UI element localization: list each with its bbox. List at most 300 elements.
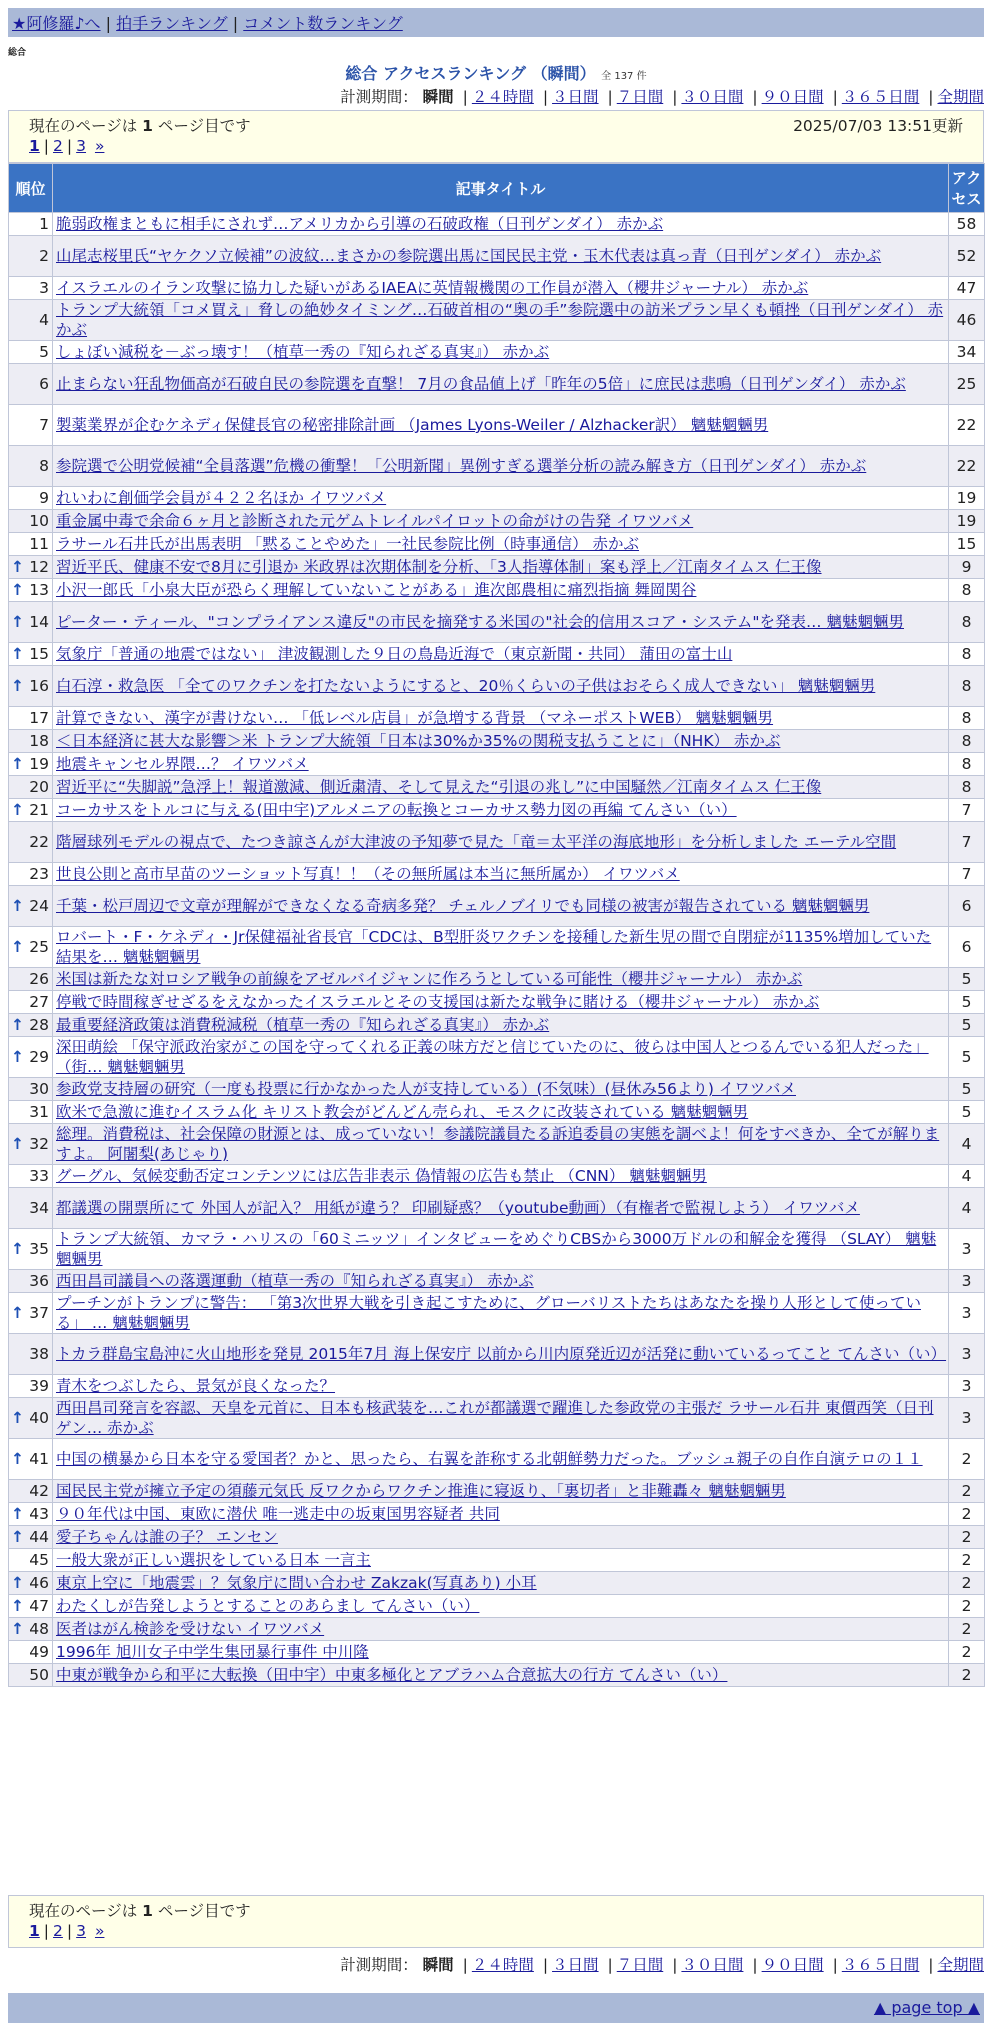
title-cell [53,666,949,707]
page-info-post: ページ目です [157,1902,251,1920]
table-row [9,1101,985,1124]
article-link[interactable]: 1996年 旭川女子中学生集団暴行事件 中川隆 [56,1643,369,1661]
rank-number: 30 [29,1080,49,1098]
table-row [9,1188,985,1229]
page-link-1[interactable]: 1 [29,137,40,155]
page-info-pre: 現在のページは [29,117,138,135]
article-link[interactable]: 中東が戦争から和平に大転換（田中宇）中東多極化とアブラハム合意拡大の行方 てんさい（い） [56,1666,728,1684]
rank-number: 14 [29,613,49,631]
rank-cell [9,405,53,446]
rank-cell [9,1641,53,1664]
article-link[interactable]: 深田萌絵 「保守派政治家がこの国を守ってくれる正義の味方だと信じていたのに、彼らは中国人とつるんでいる犯人だった」（街… 魑魅魍魎男 [56,1038,929,1076]
next-page-link[interactable]: » [94,137,105,155]
table-row [9,886,985,927]
page-info-number: 1 [142,1902,153,1920]
rank-cell [9,968,53,991]
title-cell [53,277,949,300]
rank-number: 24 [29,897,49,915]
article-link[interactable]: トカラ群島宝島沖に火山地形を発見 2015年7月 海上保安庁 以前から川内原発近辺が活発に動いているってこと てんさい（い） [56,1345,947,1363]
article-link[interactable]: しょぼい減税を－ぶっ壊す！（植草一秀の『知られざる真実』） 赤かぶ [56,343,550,361]
title-cell [53,886,949,927]
article-link[interactable]: 白石淳・救急医 「全てのワクチンを打たないようにすると、20％くらいの子供はおそらく成人できない」 魑魅魍魎男 [56,677,876,695]
period-link-365d[interactable]: ３６５日間 [841,1956,920,1974]
arrow-up-icon: ↑ [11,1135,24,1153]
article-link[interactable]: れいわに創価学会員が４２２名ほか イワツバメ [56,489,387,507]
article-link[interactable]: 停戦で時間稼ぎせざるをえなかったイスラエルとその支援国は新たな戦争に賭ける（櫻井ジャーナル） 赤かぶ [56,993,820,1011]
title-cell [53,1014,949,1037]
pagination-bottom: 現在のページは 1 ページ目です 1 | 2 | 3 » [8,1895,984,1948]
article-link[interactable]: わたくしが告発しようとすることのあらまし てんさい（い） [56,1597,480,1615]
table-row [9,1526,985,1549]
article-link[interactable]: グーグル、気候変動否定コンテンツには広告非表示 偽情報の広告も禁止 （CNN） 魑魅魍魎男 [56,1167,707,1185]
article-link[interactable]: ９０年代は中国、東欧に潜伏 唯一逃走中の坂東国男容疑者 共同 [56,1505,500,1523]
access-count: 2 [949,1549,985,1572]
page-info-number: 1 [142,117,153,135]
rank-number: 46 [29,1574,49,1592]
rank-number: 41 [29,1450,49,1468]
article-link[interactable]: 一般大衆が正しい選択をしている日本 一言主 [56,1551,371,1569]
access-count: 7 [949,799,985,822]
access-count: 6 [949,886,985,927]
table-row [9,1549,985,1572]
rank-number: 13 [29,581,49,599]
title-cell [53,533,949,556]
table-row [9,1439,985,1480]
table-row [9,991,985,1014]
title-cell [53,341,949,364]
top-nav-bar [8,8,984,37]
title-cell [53,364,949,405]
table-row [9,405,985,446]
rank-cell [9,1618,53,1641]
arrow-up-icon: ↑ [11,1240,24,1258]
rank-cell [9,1270,53,1293]
article-link[interactable]: 欧米で急激に進むイスラム化 キリスト教会がどんどん売られ、モスクに改装されている 魑魅魍魎男 [56,1103,749,1121]
rank-cell [9,1375,53,1398]
table-row [9,822,985,863]
table-row [9,510,985,533]
article-link[interactable]: 製薬業界が企むケネディ保健長官の秘密排除計画 （James Lyons-Weiler / Alzhacker訳） 魑魅魍魎男 [56,416,769,434]
period-link-30d[interactable]: ３０日間 [681,88,744,106]
table-row [9,1398,985,1439]
title-cell [53,1037,949,1078]
access-count: 5 [949,1014,985,1037]
rank-number: 4 [39,311,49,329]
table-row [9,1334,985,1375]
period-link-3d[interactable]: ３日間 [552,88,599,106]
article-link[interactable]: 国民民主党が擁立予定の須藤元気氏 反ワクからワクチン推進に寝返り、「裏切者」と非難轟々 魑魅魍魎男 [56,1482,786,1500]
nav-separator: | [105,14,112,33]
rank-cell [9,666,53,707]
access-count: 8 [949,666,985,707]
table-row [9,753,985,776]
arrow-up-icon: ↑ [11,938,24,956]
article-link[interactable]: トランプ大統領「コメ買え」脅しの絶妙タイミング…石破首相の“奥の手”参院選中の訪米プラン早くも頓挫（日刊ゲンダイ） 赤かぶ [56,301,944,339]
title-cell [53,776,949,799]
page-link-1[interactable]: 1 [29,1922,40,1940]
title-cell [53,1572,949,1595]
rank-cell [9,1439,53,1480]
rank-number: 19 [29,755,49,773]
title-cell [53,405,949,446]
period-current: 瞬間 [422,1956,454,1974]
rank-number: 25 [29,938,49,956]
article-link[interactable]: 山尾志桜里氏“ヤケクソ立候補”の波紋…まさかの参院選出馬に国民民主党・玉木代表は真っ青（日刊ゲンダイ） 赤かぶ [56,247,882,265]
page-link-2[interactable]: 2 [53,137,63,155]
rank-cell [9,213,53,236]
arrow-up-icon: ↑ [11,801,24,819]
arrow-up-icon: ↑ [11,1048,24,1066]
rank-number: 39 [29,1377,49,1395]
article-link[interactable]: 最重要経済政策は消費税減税（植草一秀の『知られざる真実』） 赤かぶ [56,1016,550,1034]
title-cell [53,213,949,236]
table-row [9,277,985,300]
article-link[interactable]: 西田昌司発言を容認、天皇を元首に、日本も核武装を…これが都議選で躍進した参政党の主張だ ラサール石井 東價西笑（日刊ゲン… 赤かぶ [56,1399,934,1437]
arrow-up-icon: ↑ [11,558,24,576]
home-link[interactable]: ★阿修羅♪へ [12,14,101,33]
access-count: 5 [949,1101,985,1124]
article-link[interactable]: ロバート・F・ケネディ・Jr保健福祉省長官「CDCは、B型肝炎ワクチンを接種した新生児の間で自閉症が1135%増加していた結果を… 魑魅魍魎男 [56,928,932,966]
table-row [9,1270,985,1293]
article-link[interactable]: 気象庁「普通の地震ではない」 津波観測した９日の鳥島近海で（東京新聞・共同） 蒲田の富士山 [56,645,733,663]
access-count: 3 [949,1229,985,1270]
article-link[interactable]: 止まらない狂乱物価高が石破自民の参院選を直撃！ 7月の食品値上げ「昨年の5倍」に庶民は悲鳴（日刊ゲンダイ） 赤かぶ [56,375,906,393]
table-row [9,730,985,753]
title-cell [53,579,949,602]
title-cell [53,730,949,753]
title-cell [53,1293,949,1334]
table-row [9,533,985,556]
rank-number: 49 [29,1643,49,1661]
rank-cell [9,707,53,730]
access-count: 3 [949,1293,985,1334]
rank-cell [9,1572,53,1595]
article-link[interactable]: 参政党支持層の研究（一度も投票に行かなかった人が支持している）(不気味）(昼休み56より) イワツバメ [56,1080,796,1098]
article-link[interactable]: 愛子ちゃんは誰の子？ エンセン [56,1528,278,1546]
rank-cell [9,822,53,863]
access-count: 2 [949,1618,985,1641]
period-link-all[interactable]: 全期間 [937,1956,984,1974]
title-cell [53,1165,949,1188]
access-count: 2 [949,1641,985,1664]
access-count: 58 [949,213,985,236]
period-label: 計測期間： [340,1956,418,1974]
rank-number: 43 [29,1505,49,1523]
rank-cell [9,341,53,364]
access-count: 2 [949,1503,985,1526]
title-cell [53,1595,949,1618]
rank-number: 1 [39,215,49,233]
rank-cell [9,1293,53,1334]
table-row [9,643,985,666]
table-row [9,579,985,602]
table-row [9,1641,985,1664]
arrow-up-icon: ↑ [11,1574,24,1592]
rank-number: 16 [29,677,49,695]
access-count: 2 [949,1480,985,1503]
arrow-up-icon: ↑ [11,1505,24,1523]
access-count: 47 [949,277,985,300]
rank-cell [9,602,53,643]
table-row [9,1664,985,1687]
title-cell [53,753,949,776]
access-count: 9 [949,556,985,579]
rank-number: 9 [39,489,49,507]
access-count: 8 [949,707,985,730]
article-link[interactable]: イスラエルのイラン攻撃に協力した疑いがあるIAEAに英情報機関の工作員が潜入（櫻井ジャーナル） 赤かぶ [56,279,809,297]
arrow-up-icon: ↑ [11,1304,24,1322]
title-cell [53,1549,949,1572]
page-top-link[interactable]: ▲ page top ▲ [873,1998,980,2017]
rank-number: 26 [29,970,49,988]
category-label: 総合 [8,48,27,58]
access-count: 5 [949,991,985,1014]
article-link[interactable]: プーチンがトランプに警告： 「第3次世界大戦を引き起こすために、グローバリストたちはあなたを操り人形として使っている」 … 魑魅魍魎男 [56,1294,921,1332]
rank-cell [9,236,53,277]
access-count: 7 [949,863,985,886]
rank-number: 31 [29,1103,49,1121]
rank-cell [9,1037,53,1078]
rank-number: 33 [29,1167,49,1185]
article-link[interactable]: 世良公則と高市早苗のツーショット写真！！（その無所属は本当に無所属か） イワツバメ [56,865,680,883]
access-count: 4 [949,1124,985,1165]
rank-cell [9,886,53,927]
access-count: 8 [949,579,985,602]
title-cell [53,487,949,510]
title-cell [53,1641,949,1664]
rank-number: 29 [29,1048,49,1066]
updated-timestamp: 2025/07/03 13:51更新 [793,117,963,135]
article-link[interactable]: コーカサスをトルコに与える(田中宇)アルメニアの転換とコーカサス勢力図の再編 てんさい（い） [56,801,737,819]
article-link[interactable]: 計算できない、漢字が書けない… 「低レベル店員」が急増する背景 （マネーポストWEB） 魑魅魍魎男 [56,709,774,727]
rank-number: 8 [39,457,49,475]
rank-cell [9,1503,53,1526]
rank-number: 44 [29,1528,49,1546]
rank-cell [9,1334,53,1375]
article-link[interactable]: 米国は新たな対ロシア戦争の前線をアゼルバイジャンに作ろうとしている可能性（櫻井ジャーナル） 赤かぶ [56,970,803,988]
period-link-365d[interactable]: ３６５日間 [841,88,920,106]
access-count: 46 [949,300,985,341]
article-link[interactable]: ピーター・ティール、"コンプライアンス違反"の市民を摘発する米国の"社会的信用スコア・システム"を発表… 魑魅魍魎男 [56,613,904,631]
article-link[interactable]: 西田昌司議員への落選運動（植草一秀の『知られざる真実』） 赤かぶ [56,1272,534,1290]
rank-number: 48 [29,1620,49,1638]
table-row [9,799,985,822]
period-link-90d[interactable]: ９０日間 [761,88,824,106]
period-link-24h[interactable]: ２４時間 [471,1956,534,1974]
rank-cell [9,510,53,533]
table-row [9,446,985,487]
table-row [9,1124,985,1165]
arrow-up-icon: ↑ [11,1016,24,1034]
comment-ranking-link[interactable]: コメント数ランキング [243,14,403,33]
rank-number: 10 [29,512,49,530]
table-row [9,1037,985,1078]
access-count: 4 [949,1165,985,1188]
article-link[interactable]: 習近平に“失脚説”急浮上！報道激減、側近粛清、そして見えた“引退の兆し”に中国騒然／江南タイムス 仁王像 [56,778,822,796]
table-row [9,1229,985,1270]
article-link[interactable]: 習近平氏、健康不安で8月に引退か 米政界は次期体制を分析、「3人指導体制」案も浮上／江南タイムス 仁王像 [56,558,822,576]
rank-cell [9,1014,53,1037]
rank-number: 35 [29,1240,49,1258]
title-cell [53,510,949,533]
access-count: 8 [949,730,985,753]
arrow-up-icon: ↑ [11,1450,24,1468]
article-link[interactable]: 重金属中毒で余命６ヶ月と診断された元ゲムトレイルパイロットの命がけの告発 イワツバメ [56,512,694,530]
rank-number: 23 [29,865,49,883]
table-row [9,707,985,730]
rank-number: 18 [29,732,49,750]
title-cell [53,1664,949,1687]
current-page-info [29,114,251,136]
arrow-up-icon: ↑ [11,645,24,663]
arrow-up-icon: ↑ [11,755,24,773]
title-cell [53,1188,949,1229]
title-cell [53,556,949,579]
bottom-bar [8,1993,984,2023]
access-count: 5 [949,1078,985,1101]
rank-cell [9,1664,53,1687]
table-row [9,1293,985,1334]
title-cell [53,643,949,666]
article-link[interactable]: 参院選で公明党候補“全員落選”危機の衝撃！「公明新聞」異例すぎる選挙分析の読み解き方（日刊ゲンダイ） 赤かぶ [56,457,867,475]
table-row [9,364,985,405]
rank-cell [9,1078,53,1101]
article-link[interactable]: 青木をつぶしたら、景気が良くなった？ [56,1377,336,1395]
rank-cell [9,776,53,799]
table-row [9,236,985,277]
period-link-3d[interactable]: ３日間 [552,1956,599,1974]
rank-cell [9,1188,53,1229]
arrow-up-icon: ↑ [11,613,24,631]
access-count: 8 [949,602,985,643]
access-count: 5 [949,968,985,991]
access-count: 22 [949,405,985,446]
arrow-up-icon: ↑ [11,581,24,599]
access-count: 19 [949,487,985,510]
period-link-7d[interactable]: ７日間 [616,1956,664,1974]
rank-cell [9,643,53,666]
article-link[interactable]: 医者はがん検診を受けない イワツバメ [56,1620,325,1638]
arrow-up-icon: ↑ [11,897,24,915]
period-link-30d[interactable]: ３０日間 [681,1956,744,1974]
ranking-table [8,163,985,1687]
period-link-all[interactable]: 全期間 [937,88,984,106]
article-link[interactable]: ＜日本経済に甚大な影響＞米 トランプ大統領「日本は30%か35%の関税支払うことに」（NHK） 赤かぶ [56,732,781,750]
access-count: 2 [949,1595,985,1618]
access-count: 4 [949,1188,985,1229]
article-link[interactable]: 千葉・松戸周辺で文章が理解ができなくなる奇病多発？ チェルノブイリでも同様の被害が報告されている 魑魅魍魎男 [56,897,870,915]
title-cell [53,1229,949,1270]
rank-cell [9,487,53,510]
next-page-link[interactable]: » [94,1922,105,1940]
article-link[interactable]: ラサール石井氏が出馬表明 「黙ることやめた」一社民参院比例（時事通信） 赤かぶ [56,535,640,553]
title-cell [53,1101,949,1124]
clap-ranking-link[interactable]: 拍手ランキング [116,14,228,33]
rank-cell [9,556,53,579]
article-link[interactable]: 小沢一郎氏「小泉大臣が恐らく理解していないことがある」進次郎農相に痛烈指摘 舞岡関谷 [56,581,697,599]
article-link[interactable]: 脆弱政権まともに相手にされず…アメリカから引導の石破政権（日刊ゲンダイ） 赤かぶ [56,215,664,233]
table-row [9,1078,985,1101]
article-link[interactable]: トランプ大統領、カマラ・ハリスの「60ミニッツ」インタビューをめぐりCBSから3000万ドルの和解金を獲得 （SLAY） 魑魅魍魎男 [56,1230,937,1268]
period-selector-top: 計測期間： 瞬間 | ２４時間 | ３日間 | ７日間 | ３０日間 | ９０日間 | ３６５日間 | 全期間 [340,88,984,106]
rank-number: 32 [29,1135,49,1153]
table-row [9,341,985,364]
rank-cell [9,277,53,300]
rank-cell [9,1101,53,1124]
rank-number: 45 [29,1551,49,1569]
page-info-post: ページ目です [157,117,251,135]
rank-number: 20 [29,778,49,796]
article-link[interactable]: 総理。消費税は、社会保障の財源とは、成っていない！参議院議員たる訴追委員の実態を調べよ！何をすべきか、全てが解りますよ。 阿闍梨(あじゃり) [56,1125,940,1163]
table-row [9,1503,985,1526]
rank-number: 15 [29,645,49,663]
article-link[interactable]: 階層球列モデルの視点で、たつき諒さんが大津波の予知夢で見た「竜＝太平洋の海底地形」を分析しました エーテル空間 [56,833,897,851]
rank-number: 6 [39,375,49,393]
rank-cell [9,533,53,556]
table-row [9,1595,985,1618]
table-row [9,1165,985,1188]
pagination-top: 現在のページは 1 ページ目です 2025/07/03 13:51更新 1 | 2 | 3 » [8,110,984,163]
period-selector-bottom: 計測期間： 瞬間 | ２４時間 | ３日間 | ７日間 | ３０日間 | ９０日間 | ３６５日間 | 全期間 [340,1956,984,1974]
title-cell [53,236,949,277]
rank-cell [9,1549,53,1572]
access-count: 2 [949,1439,985,1480]
rank-number: 36 [29,1272,49,1290]
title-cell [53,1270,949,1293]
period-link-24h[interactable]: ２４時間 [471,88,534,106]
table-row [9,863,985,886]
access-count: 8 [949,643,985,666]
rank-number: 42 [29,1482,49,1500]
access-count: 5 [949,1037,985,1078]
rank-cell [9,1595,53,1618]
rank-cell [9,799,53,822]
access-count: 25 [949,364,985,405]
page-title-text: 総合 アクセスランキング （瞬間） [345,64,596,83]
rank-number: 34 [29,1199,49,1217]
page-link-3[interactable]: 3 [76,1922,87,1940]
rank-cell [9,863,53,886]
table-row [9,968,985,991]
period-link-90d[interactable]: ９０日間 [761,1956,824,1974]
table-row [9,487,985,510]
page-link-2[interactable]: 2 [53,1922,63,1940]
access-count: 8 [949,776,985,799]
page-link-3[interactable]: 3 [76,137,87,155]
rank-cell [9,927,53,968]
rank-number: 7 [39,416,49,434]
rank-cell [9,364,53,405]
article-link[interactable]: 東京上空に「地震雲」？気象庁に問い合わせ Zakzak(写真あり) 小耳 [56,1574,537,1592]
table-row [9,1014,985,1037]
access-count: 15 [949,533,985,556]
access-count: 52 [949,236,985,277]
article-link[interactable]: 中国の横暴から日本を守る愛国者？かと、思ったら、右翼を詐称する北朝鮮勢力だった。ブッシュ親子の自作自演テロの１１ [56,1450,923,1468]
title-cell [53,1375,949,1398]
access-count: 7 [949,822,985,863]
rank-cell [9,1398,53,1439]
rank-cell [9,991,53,1014]
title-cell [53,1334,949,1375]
article-link[interactable]: 都議選の開票所にて 外国人が記入？ 用紙が違う？ 印刷疑惑？（youtube動画）（有権者で監視しよう） イワツバメ [56,1199,860,1217]
rank-number: 21 [29,801,49,819]
table-row [9,776,985,799]
period-link-7d[interactable]: ７日間 [616,88,664,106]
rank-number: 38 [29,1345,49,1363]
rank-cell [9,730,53,753]
article-link[interactable]: 地震キャンセル界隈…？ イワツバメ [56,755,309,773]
access-count: 19 [949,510,985,533]
